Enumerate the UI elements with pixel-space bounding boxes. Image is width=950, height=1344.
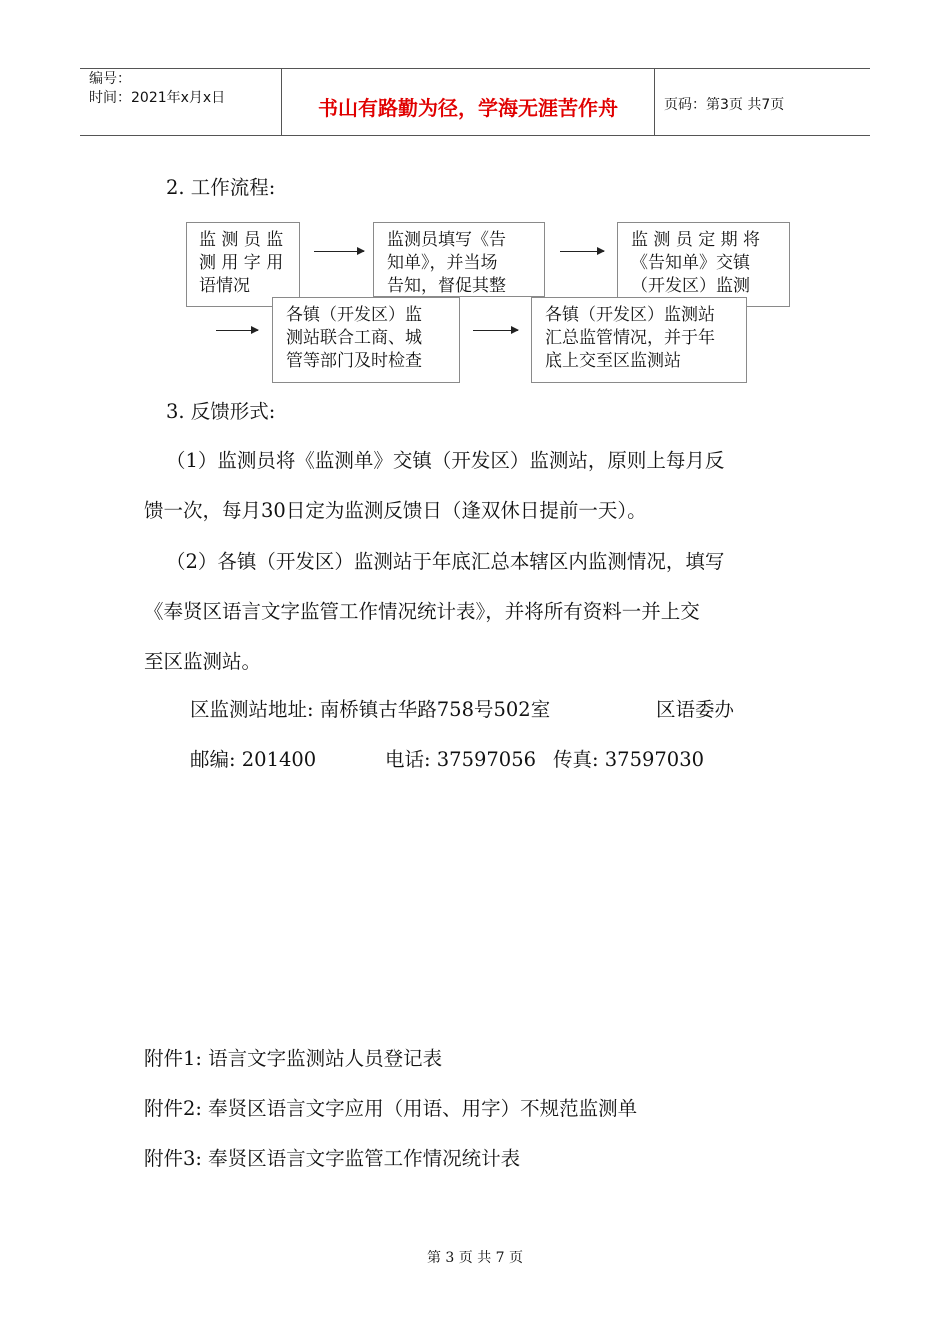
flow-box-inspect: 各镇（开发区）监 测站联合工商、城 管等部门及时检查 (272, 297, 460, 383)
contact-fax: 传真: 37597030 (553, 748, 705, 771)
flow-box-monitor: 监 测 员 监 测 用 字 用 语情况 (186, 222, 300, 307)
header-top-rule (80, 68, 870, 69)
paragraph-1-line-2: 馈一次，每月30日定为监测反馈日（逢双休日提前一天）。 (144, 499, 647, 522)
section-3-title: 3. 反馈形式: (166, 400, 276, 423)
page-footer: 第 3 页 共 7 页 (426, 1250, 524, 1266)
flow-arrow-1 (314, 251, 364, 252)
flow-box-submit: 监 测 员 定 期 将 《告知单》交镇 （开发区）监测 (617, 222, 790, 307)
serial-label: 编号： (89, 71, 131, 87)
header-motto: 书山有路勤为径，学海无涯苦作舟 (318, 96, 618, 120)
time-label: 时间：2021年x月x日 (89, 90, 226, 106)
contact-phone: 电话: 37597056 (385, 748, 537, 771)
paragraph-2-line-1: （2）各镇（开发区）监测站于年底汇总本辖区内监测情况，填写 (166, 550, 725, 573)
contact-address: 区监测站地址: 南桥镇古华路758号502室 (190, 698, 551, 721)
flow-box-summary: 各镇（开发区）监测站 汇总监管情况，并于年 底上交至区监测站 (531, 297, 747, 383)
paragraph-2-line-3: 至区监测站。 (144, 650, 262, 673)
flow-box-notice: 监测员填写《告 知单》，并当场 告知，督促其整 (373, 222, 545, 297)
flow-arrow-2 (560, 251, 604, 252)
paragraph-2-line-2: 《奉贤区语言文字监管工作情况统计表》，并将所有资料一并上交 (144, 600, 700, 623)
attachment-3: 附件3: 奉贤区语言文字监管工作情况统计表 (144, 1147, 521, 1170)
flow-arrow-3 (216, 330, 258, 331)
header-divider-2 (654, 68, 655, 136)
contact-postcode: 邮编: 201400 (190, 748, 317, 771)
attachment-2: 附件2: 奉贤区语言文字应用（用语、用字）不规范监测单 (144, 1097, 638, 1120)
header-page-label: 页码：第3页 共7页 (664, 97, 785, 113)
header-meta (89, 70, 225, 108)
contact-office: 区语委办 (656, 698, 735, 721)
header-bottom-rule (80, 135, 870, 136)
attachment-1: 附件1: 语言文字监测站人员登记表 (144, 1047, 443, 1070)
paragraph-1-line-1: （1）监测员将《监测单》交镇（开发区）监测站，原则上每月反 (166, 449, 725, 472)
section-2-title: 2. 工作流程: (166, 176, 276, 199)
flow-arrow-4 (473, 330, 518, 331)
